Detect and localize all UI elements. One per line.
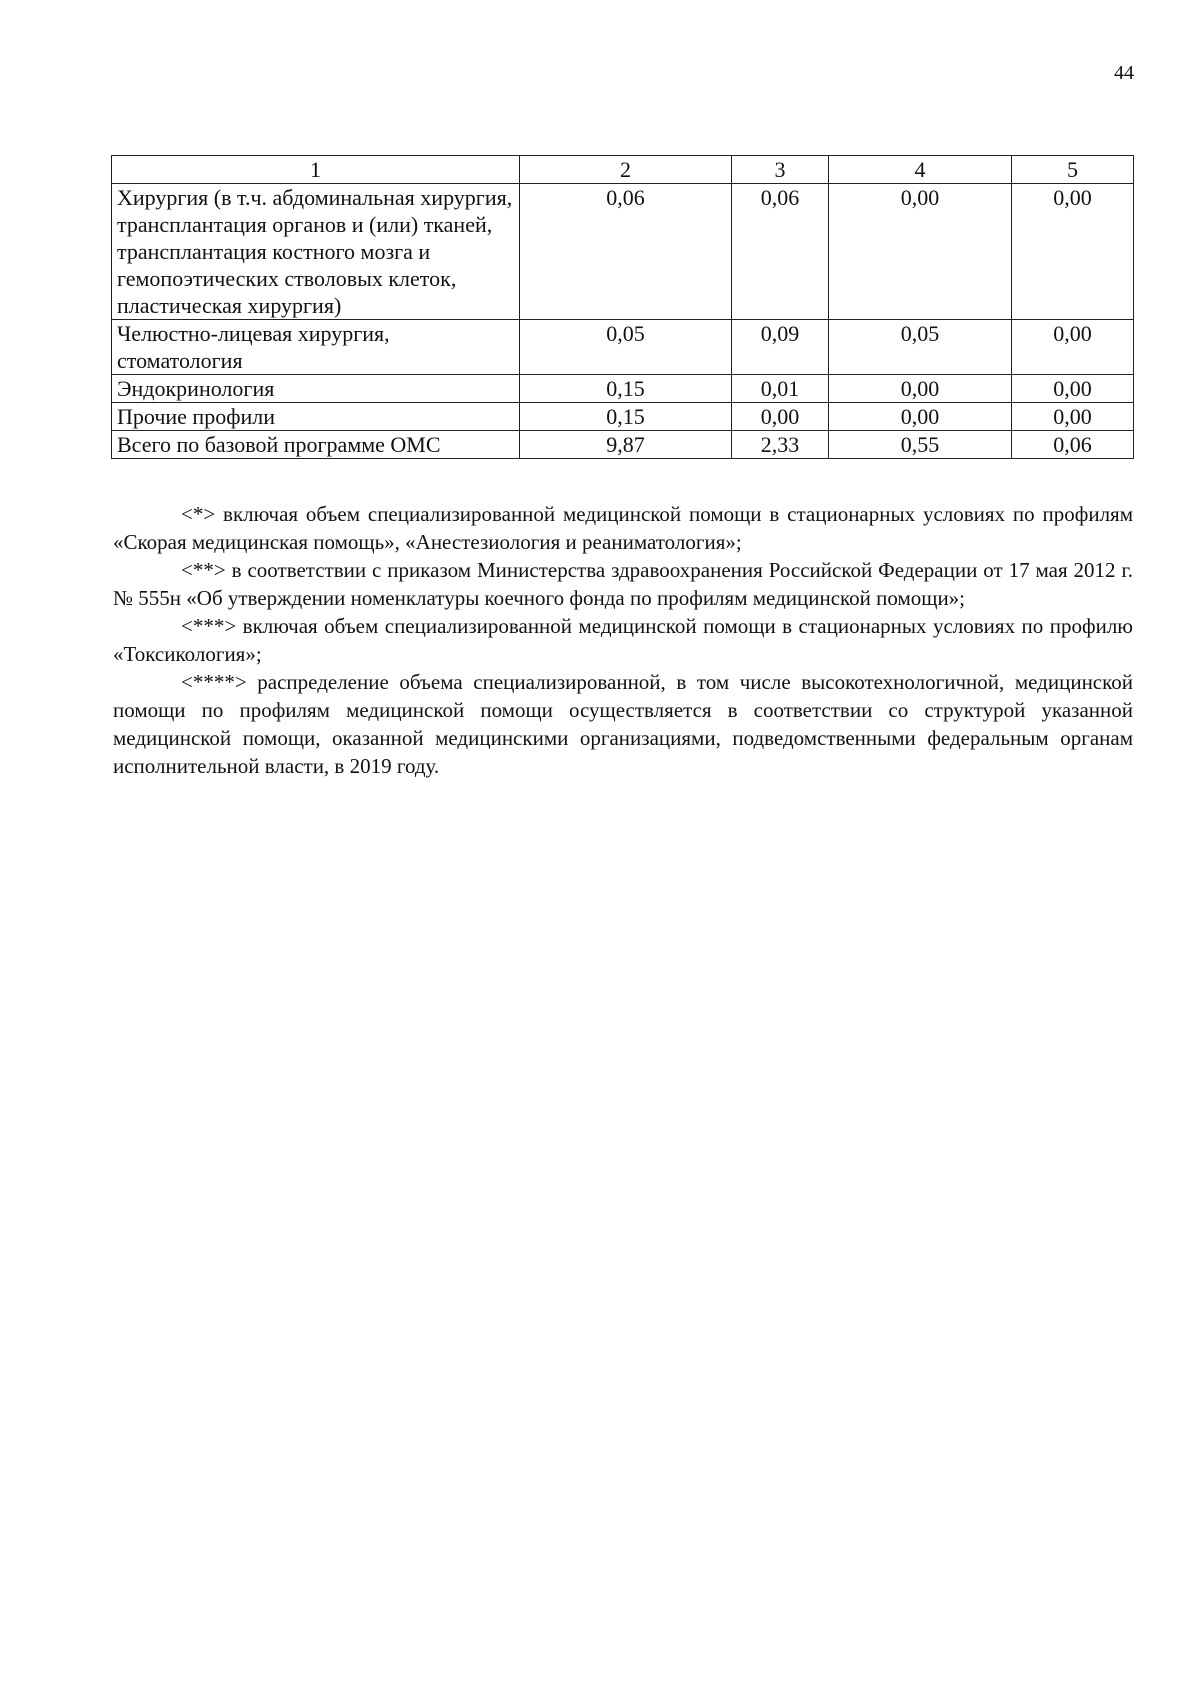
column-header-4: 4	[829, 156, 1012, 184]
row-value: 0,00	[1012, 320, 1134, 375]
column-header-1: 1	[112, 156, 520, 184]
row-value: 0,00	[1012, 184, 1134, 320]
table-row	[112, 375, 1134, 403]
row-profile-name: Прочие профили	[112, 403, 520, 431]
data-table	[111, 155, 1134, 459]
footnotes	[113, 500, 1133, 780]
column-header-2: 2	[520, 156, 732, 184]
row-value: 0,15	[520, 375, 732, 403]
row-value: 9,87	[520, 431, 732, 459]
row-value: 0,00	[1012, 403, 1134, 431]
row-value: 0,00	[732, 403, 829, 431]
table-header-row	[112, 156, 1134, 184]
column-header-3: 3	[732, 156, 829, 184]
table-row	[112, 184, 1134, 320]
row-value: 0,00	[829, 403, 1012, 431]
footnote-2: <**> в соответствии с приказом Министерства здравоохранения Российской Федерации от 17 мая 2012 г. № 555н «Об утверждении номенклатуры коечного фонда по профилям медицинской помощи»;	[113, 558, 1133, 610]
row-value: 2,33	[732, 431, 829, 459]
table-row	[112, 403, 1134, 431]
row-value: 0,05	[520, 320, 732, 375]
row-value: 0,01	[732, 375, 829, 403]
column-header-5: 5	[1012, 156, 1134, 184]
row-value: 0,00	[829, 184, 1012, 320]
row-value: 0,06	[732, 184, 829, 320]
row-value: 0,55	[829, 431, 1012, 459]
table-row	[112, 320, 1134, 375]
row-value: 0,09	[732, 320, 829, 375]
row-profile-name: Эндокринология	[112, 375, 520, 403]
table-row-total	[112, 431, 1134, 459]
footnote-4: <****> распределение объема специализированной, в том числе высокотехнологичной, медицинской помощи по профилям медицинской помощи осуществляется в соответствии со структурой указанной медицинской помощи, оказанной медицинскими организациями, подведомственными федеральным органам исполнительной власти, в 2019 году.	[113, 670, 1133, 778]
row-profile-name: Хирургия (в т.ч. абдоминальная хирургия, трансплантация органов и (или) тканей, трансплантация костного мозга и гемопоэтических стволовых клеток, пластическая хирургия)	[112, 184, 520, 320]
row-value: 0,05	[829, 320, 1012, 375]
row-value: 0,06	[1012, 431, 1134, 459]
row-value: 0,00	[829, 375, 1012, 403]
row-profile-name: Всего по базовой программе ОМС	[112, 431, 520, 459]
footnote-3: <***> включая объем специализированной медицинской помощи в стационарных условиях по профилю «Токсикология»;	[113, 614, 1133, 666]
row-value: 0,15	[520, 403, 732, 431]
page-number: 44	[1114, 62, 1134, 84]
footnote-1: <*> включая объем специализированной медицинской помощи в стационарных условиях по профилям «Скорая медицинская помощь», «Анестезиология и реаниматология»;	[113, 502, 1133, 554]
row-profile-name: Челюстно-лицевая хирургия, стоматология	[112, 320, 520, 375]
row-value: 0,00	[1012, 375, 1134, 403]
row-value: 0,06	[520, 184, 732, 320]
